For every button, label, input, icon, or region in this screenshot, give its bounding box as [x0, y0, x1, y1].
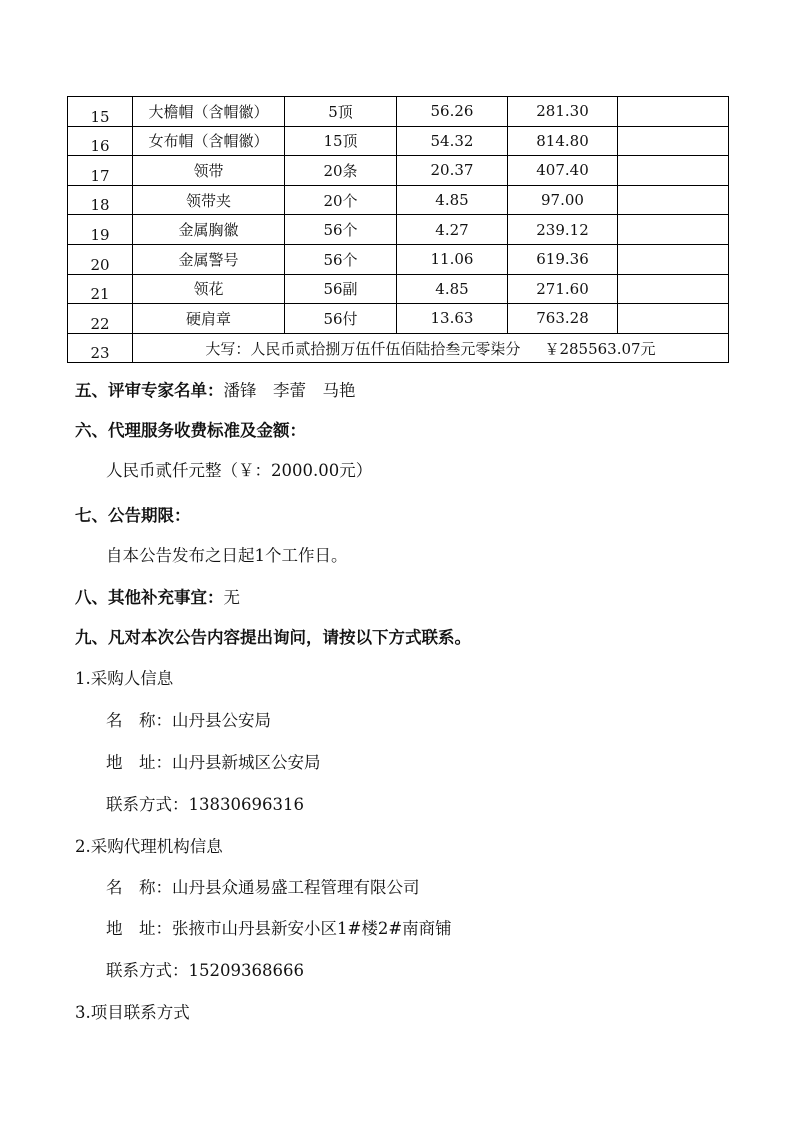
item-note — [618, 274, 729, 304]
total-amount-words: 大写：人民币贰拾捌万伍仟伍佰陆拾叁元零柒分 — [205, 339, 521, 358]
section-7-heading: 七、公告期限： — [75, 506, 191, 525]
purchaser-contact-label: 联系方式： — [106, 795, 189, 814]
item-name: 女布帽（含帽徽） — [133, 126, 285, 156]
item-quantity: 20条 — [285, 156, 397, 186]
item-quantity: 15顶 — [285, 126, 397, 156]
unit-price: 13.63 — [397, 304, 508, 334]
section-8-heading: 八、其他补充事宜： — [75, 588, 224, 607]
items-table-body — [68, 97, 729, 363]
unit-price: 56.26 — [397, 97, 508, 127]
table-row — [68, 126, 729, 156]
agency-contact: 15209368666 — [188, 961, 304, 980]
table-row — [68, 244, 729, 274]
total-row — [68, 333, 729, 363]
agency-addr: 张掖市山丹县新安小区1#楼2#南商铺 — [172, 919, 452, 938]
items-table — [67, 96, 729, 363]
item-note — [618, 97, 729, 127]
item-note — [618, 185, 729, 215]
section-8-value: 无 — [223, 588, 240, 607]
item-name: 大檐帽（含帽徽） — [133, 97, 285, 127]
row-number: 15 — [68, 97, 133, 127]
item-quantity: 20个 — [285, 185, 397, 215]
row-number: 17 — [68, 156, 133, 186]
row-number: 19 — [68, 215, 133, 245]
unit-price: 4.85 — [397, 185, 508, 215]
project-contact-title: 3.项目联系方式 — [75, 1003, 190, 1022]
table-row — [68, 215, 729, 245]
row-number: 21 — [68, 274, 133, 304]
purchaser-title: 1.采购人信息 — [75, 669, 174, 688]
agency-contact-label: 联系方式： — [106, 961, 189, 980]
agency-addr-label: 地 址： — [106, 919, 172, 938]
row-number: 23 — [68, 333, 133, 363]
item-name: 领花 — [133, 274, 285, 304]
section-5-heading: 五、评审专家名单： — [75, 381, 224, 400]
item-note — [618, 215, 729, 245]
table-row — [68, 97, 729, 127]
item-note — [618, 156, 729, 186]
purchaser-name: 山丹县公安局 — [172, 711, 271, 730]
item-name: 金属胸徽 — [133, 215, 285, 245]
agency-addr-line — [106, 918, 452, 940]
purchaser-addr: 山丹县新城区公安局 — [172, 753, 321, 772]
total-amount-figure: ￥285563.07元 — [544, 339, 656, 358]
item-amount: 619.36 — [508, 244, 618, 274]
item-amount: 281.30 — [508, 97, 618, 127]
item-note — [618, 304, 729, 334]
agency-name-label: 名 称： — [106, 878, 172, 897]
agency-name-line — [106, 877, 420, 899]
agency-name: 山丹县众通易盛工程管理有限公司 — [172, 878, 420, 897]
row-number: 22 — [68, 304, 133, 334]
purchaser-addr-line — [106, 752, 321, 774]
section-6-value: 人民币贰仟元整（￥：2000.00元） — [106, 461, 373, 480]
item-note — [618, 244, 729, 274]
item-name: 硬肩章 — [133, 304, 285, 334]
purchaser-name-label: 名 称： — [106, 711, 172, 730]
item-name: 领带 — [133, 156, 285, 186]
item-quantity: 56付 — [285, 304, 397, 334]
section-8 — [75, 587, 240, 609]
item-quantity: 56个 — [285, 215, 397, 245]
table-row — [68, 304, 729, 334]
section-5 — [75, 380, 356, 402]
item-name: 领带夹 — [133, 185, 285, 215]
section-9-heading: 九、凡对本次公告内容提出询问，请按以下方式联系。 — [75, 628, 471, 647]
expert-names: 潘锋 李蕾 马艳 — [223, 381, 356, 400]
purchaser-addr-label: 地 址： — [106, 753, 172, 772]
purchaser-contact-line — [106, 794, 304, 816]
unit-price: 54.32 — [397, 126, 508, 156]
agency-contact-line — [106, 960, 304, 982]
table-row — [68, 156, 729, 186]
row-number: 20 — [68, 244, 133, 274]
item-quantity: 5顶 — [285, 97, 397, 127]
purchaser-contact: 13830696316 — [188, 795, 304, 814]
row-number: 16 — [68, 126, 133, 156]
item-amount: 239.12 — [508, 215, 618, 245]
table-row — [68, 185, 729, 215]
table-row — [68, 274, 729, 304]
item-amount: 271.60 — [508, 274, 618, 304]
item-name: 金属警号 — [133, 244, 285, 274]
total-amount-cell — [133, 333, 729, 363]
unit-price: 11.06 — [397, 244, 508, 274]
item-amount: 814.80 — [508, 126, 618, 156]
item-amount: 407.40 — [508, 156, 618, 186]
unit-price: 4.27 — [397, 215, 508, 245]
item-amount: 763.28 — [508, 304, 618, 334]
unit-price: 20.37 — [397, 156, 508, 186]
unit-price: 4.85 — [397, 274, 508, 304]
row-number: 18 — [68, 185, 133, 215]
agency-title: 2.采购代理机构信息 — [75, 837, 223, 856]
item-quantity: 56个 — [285, 244, 397, 274]
section-7-value: 自本公告发布之日起1个工作日。 — [106, 546, 348, 565]
item-amount: 97.00 — [508, 185, 618, 215]
item-note — [618, 126, 729, 156]
section-6-heading: 六、代理服务收费标准及金额： — [75, 421, 306, 440]
item-quantity: 56副 — [285, 274, 397, 304]
purchaser-name-line — [106, 710, 271, 732]
